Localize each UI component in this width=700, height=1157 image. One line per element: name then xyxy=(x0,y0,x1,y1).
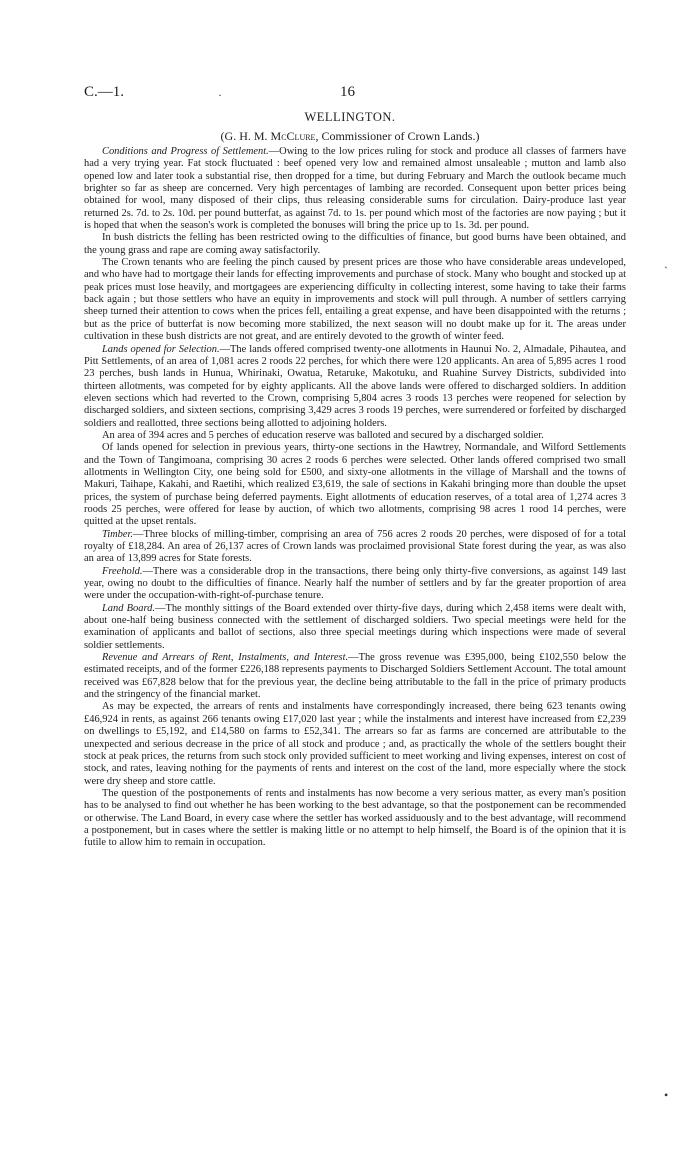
paragraph-heading: Revenue and Arrears of Rent, Instalments, and Interest. xyxy=(102,652,349,664)
paragraph-text: In bush districts the felling has been restricted owing to the difficulties of finance, but good burns have been obtained, and the young grass and rape are coming away satisfactorily. xyxy=(84,232,626,256)
scan-speck-mark: · xyxy=(218,88,222,102)
page-number: 16 xyxy=(340,84,355,100)
subtitle-open: (G. H. M. xyxy=(220,129,268,143)
section-subtitle xyxy=(0,129,700,144)
paragraph xyxy=(84,652,626,701)
page-reference: C.—1. xyxy=(84,84,125,100)
paragraph-text: As may be expected, the arrears of rents and instalments have correspondingly increased, there being 623 tenants owing £46,924 in rents, as against 266 tenants owing £17,020 last year ; while the instalments and interest have increased from £2,239 on dwellings to £5,192, and £14,580 on farms to £52,341. The arrears so far as farms are concerned are attributable to the unexpected and serious decrease in the price of all stock and produce ; and, as practically the whole of the settlers bought their stock at peak prices, the returns from such stock only provided sufficient to meet working and living expenses, interest on cost of stock, and rates, leaving nothing for the payments of rents and interest on the cost of the land, more especially where the stock were dry sheep and store cattle. xyxy=(84,701,626,787)
paragraph xyxy=(84,430,626,442)
paragraph xyxy=(84,566,626,603)
scan-speck-mark: ` xyxy=(664,264,668,278)
subtitle-name: McClure xyxy=(270,129,316,143)
report-body xyxy=(84,146,626,850)
paragraph-heading: Conditions and Progress of Settlement. xyxy=(102,146,269,157)
paragraph xyxy=(84,344,626,430)
paragraph-text: —Three blocks of milling-timber, comprising an area of 756 acres 2 roods 20 perches, were disposed of for a total royalty of £18,284. An area of 26,137 acres of Crown lands was proclaimed provisional State forest during the year, as was also an area of 13,899 acres for State forests. xyxy=(84,528,626,565)
scan-speck-mark: • xyxy=(664,1088,669,1102)
paragraph-text: —Owing to the low prices ruling for stock and produce all classes of farmers have had a very trying year. Fat stock fluctuated : beef opened very low and remained almost unsaleable ; mutton and lamb also opened low and later took a substantial rise, then dropped for a time, but during February and March the outlook became much brighter so far as sheep are concerned. Very high percentages of lambing are recorded. Consequent upon better prices being obtained for wool, many disposed of their clips, thus releasing considerable sums for circulation. Dairy-produce last year returned 2s. 7d. to 2s. 10d. per pound butterfat, as against 7d. to 1s. per pound which most of the factories are now paying ; but it is hoped that when the season's work is completed the bonuses will bring the price up to 1s. 3d. per pound. xyxy=(84,146,627,232)
paragraph-text: The Crown tenants who are feeling the pinch caused by present prices are those who have considerable areas undeveloped, and who have had to mortgage their lands for effecting improvements and purchase of stock. Many who bought and stocked up at peak prices must lose heavily, and mortgagees are experiencing difficulty in collecting interest, some having to take their farms back again ; but those settlers who have an equity in improvements and stock will pull through. A number of settlers carrying sheep turned their attention to cows when the prices fell, entailing a great expense, and have been disappointed with the returns ; but as the price of butterfat is now becoming more stabilized, the next season will no doubt make up for it. The areas under cultivation in these bush districts are not great, and are entirely devoted to the growth of winter feed. xyxy=(84,257,626,343)
subtitle-rest: , Commissioner of Crown Lands.) xyxy=(315,129,480,143)
paragraph-text: —The gross revenue was £395,000, being £102,550 below the estimated receipts, and of the former £226,188 represents payments to Discharged Soldiers Settlement Account. The total amount received was £67,828 below that for the previous year, the decline being attributable to the fall in the price of primary products and the stringency of the financial market. xyxy=(84,652,626,701)
paragraph xyxy=(84,257,626,343)
paragraph xyxy=(84,146,626,232)
paragraph-heading: Land Board. xyxy=(102,602,155,614)
paragraph xyxy=(84,603,626,652)
paragraph xyxy=(84,442,626,528)
paragraph xyxy=(84,232,626,257)
paragraph-heading: Lands opened for Selection. xyxy=(102,343,220,355)
paragraph xyxy=(84,529,626,566)
paragraph-text: The question of the postponements of rents and instalments has now become a very serious matter, as every man's position has to be analysed to find out whether he has been working to the best advantage, so that the postponement can be recommended or otherwise. The Land Board, in every case where the settler has worked assiduously and to the best advantage, will recommend a postponement, but in cases where the settler is making little or no attempt to help himself, the Board is of the opinion that it is futile to allow him to remain in occupation. xyxy=(84,787,626,849)
paragraph-text: —The lands offered comprised twenty-one allotments in Haunui No. 2, Almadale, Pihautea, and Pitt Settlements, of an area of 1,081 acres 2 roods 22 perches, for which there were 120 applicants. An area of 5,895 acres 1 rood 23 perches, bush lands in Hunua, Whirinaki, Owatua, Retaruke, Makotuku, and Ruahine Survey Districts, subdivided into thirteen allotments, was competed for by eighty applicants. All the above lands were offered to discharged soldiers. In addition eleven sections which had reverted to the Crown, comprising 5,804 acres 3 roods 13 perches were reopened for selection by discharged soldiers, and sixteen sections, comprising 3,429 acres 3 roods 19 perches, were surrendered or forfeited by discharged soldiers and reallotted, three sections being allotted to adjoining holders. xyxy=(84,343,626,429)
section-title: WELLINGTON. xyxy=(304,110,396,124)
paragraph-text: —There was a considerable drop in the transactions, there being only thirty-five conversions, as against 149 last year, owing no doubt to the difficulties of finance. Nearly half the number of settlers and by far the greater proportion of area were under the occupation-with-right-of-purchase tenure. xyxy=(84,565,626,602)
paragraph-text: An area of 394 acres and 5 perches of education reserve was balloted and secured by a discharged soldier. xyxy=(102,429,544,441)
paragraph-text: Of lands opened for selection in previous years, thirty-one sections in the Hawtrey, Normandale, and Wilford Settlements and the Town of Tangimoana, comprising 30 acres 2 roods 6 perches were selected. Other lands offered comprised two small allotments in Wellington City, one being sold for £500, and sixty-one allotments in the village of Marshall and the towns of Makuri, Taihape, Kakahi, and Raetihi, which realized £3,619, the sale of sections in Kakahi bringing more than double the upset prices, the system of purchase being deferred payments. Eight allotments of education reserves, of a total area of 1,274 acres 3 roods 25 perches, were offered for lease by auction, of which two allotments, comprising 98 acres 1 rood 14 perches, were quitted at the upset rentals. xyxy=(84,442,626,528)
paragraph-heading: Timber. xyxy=(102,528,134,540)
paragraph-text: —The monthly sittings of the Board extended over thirty-five days, during which 2,458 items were dealt with, about one-half being business connected with the settlement of discharged soldiers. Two special meetings were held for the examination of applicants and ballot of sections, also three special meetings during which inspections were made of several soldier settlements. xyxy=(84,602,626,651)
paragraph-heading: Freehold. xyxy=(102,565,143,577)
paragraph xyxy=(84,701,626,787)
paragraph xyxy=(84,788,626,850)
